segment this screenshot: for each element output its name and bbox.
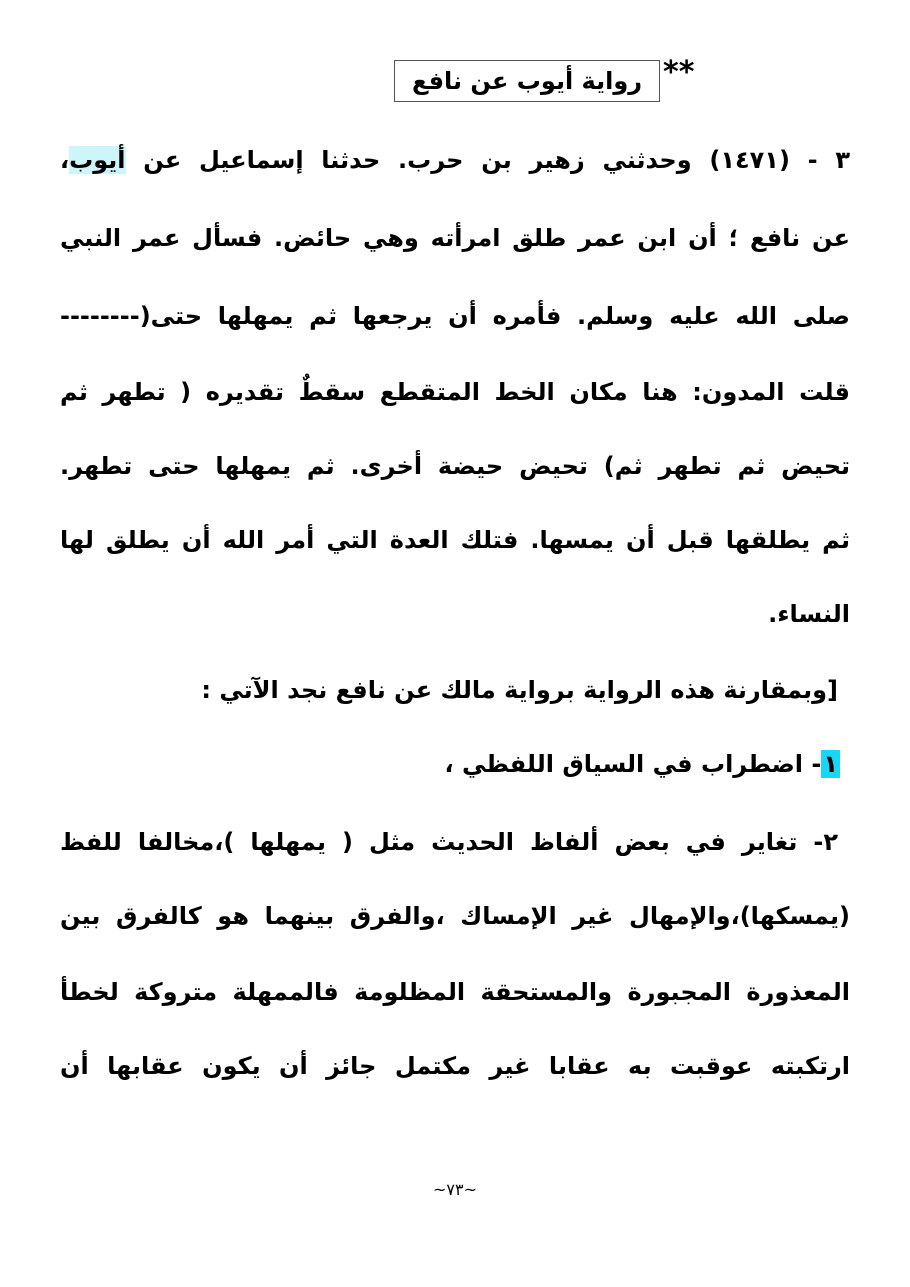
hadith-line-6: ثم يطلقها قبل أن يمسها. فتلك العدة التي أمر الله أن يطلق لها xyxy=(60,526,850,554)
hadith-line-4: قلت المدون: هنا مكان الخط المتقطع سقطٌ تقديره ( تطهر ثم xyxy=(60,378,850,406)
comparison-item-2-line-2: (يمسكها)،والإمهال غير الإمساك ،والفرق بينهما هو كالفرق بين xyxy=(60,902,850,930)
hadith-line-2: عن نافع ؛ أن ابن عمر طلق امرأته وهي حائض. فسأل عمر النبي xyxy=(60,224,850,252)
hadith-line-3: صلى الله عليه وسلم. فأمره أن يرجعها ثم يمهلها حتى(-------- xyxy=(60,302,850,330)
item-1-text: - اضطراب في السياق اللفظي ، xyxy=(444,750,822,778)
heading-stars: ** xyxy=(663,55,695,90)
comparison-item-2-line-1: ٢- تغاير في بعض ألفاظ الحديث مثل ( يمهلها )،مخالفا للفظ xyxy=(60,828,838,856)
hadith-line-5: تحيض ثم تطهر ثم) تحيض حيضة أخرى. ثم يمهلها حتى تطهر. xyxy=(60,452,850,480)
comparison-intro: [وبمقارنة هذه الرواية برواية مالك عن نافع نجد الآتي : xyxy=(201,676,838,704)
comparison-item-1 xyxy=(50,744,840,784)
heading-title-box: رواية أيوب عن نافع xyxy=(394,60,660,102)
highlighted-name: أيوب xyxy=(69,146,126,174)
item-1-number: ١ xyxy=(823,750,838,778)
hadith-line-1-comma: ، xyxy=(60,146,70,174)
section-heading xyxy=(0,52,910,112)
hadith-line-7: النساء. xyxy=(768,600,850,628)
hadith-line-1 xyxy=(60,140,850,180)
page-number: ~٧٣~ xyxy=(433,1180,477,1199)
hadith-line-1-text: ٣ - (١٤٧١) وحدثني زهير بن حرب. حدثنا إسماعيل عن xyxy=(125,146,850,174)
comparison-item-2-line-4: ارتكبته عوقبت به عقابا غير مكتمل جائز أن يكون عقابها أن xyxy=(60,1052,850,1080)
comparison-item-2-line-3: المعذورة المجبورة والمستحقة المظلومة فالممهلة متروكة لخطأ xyxy=(60,978,850,1006)
